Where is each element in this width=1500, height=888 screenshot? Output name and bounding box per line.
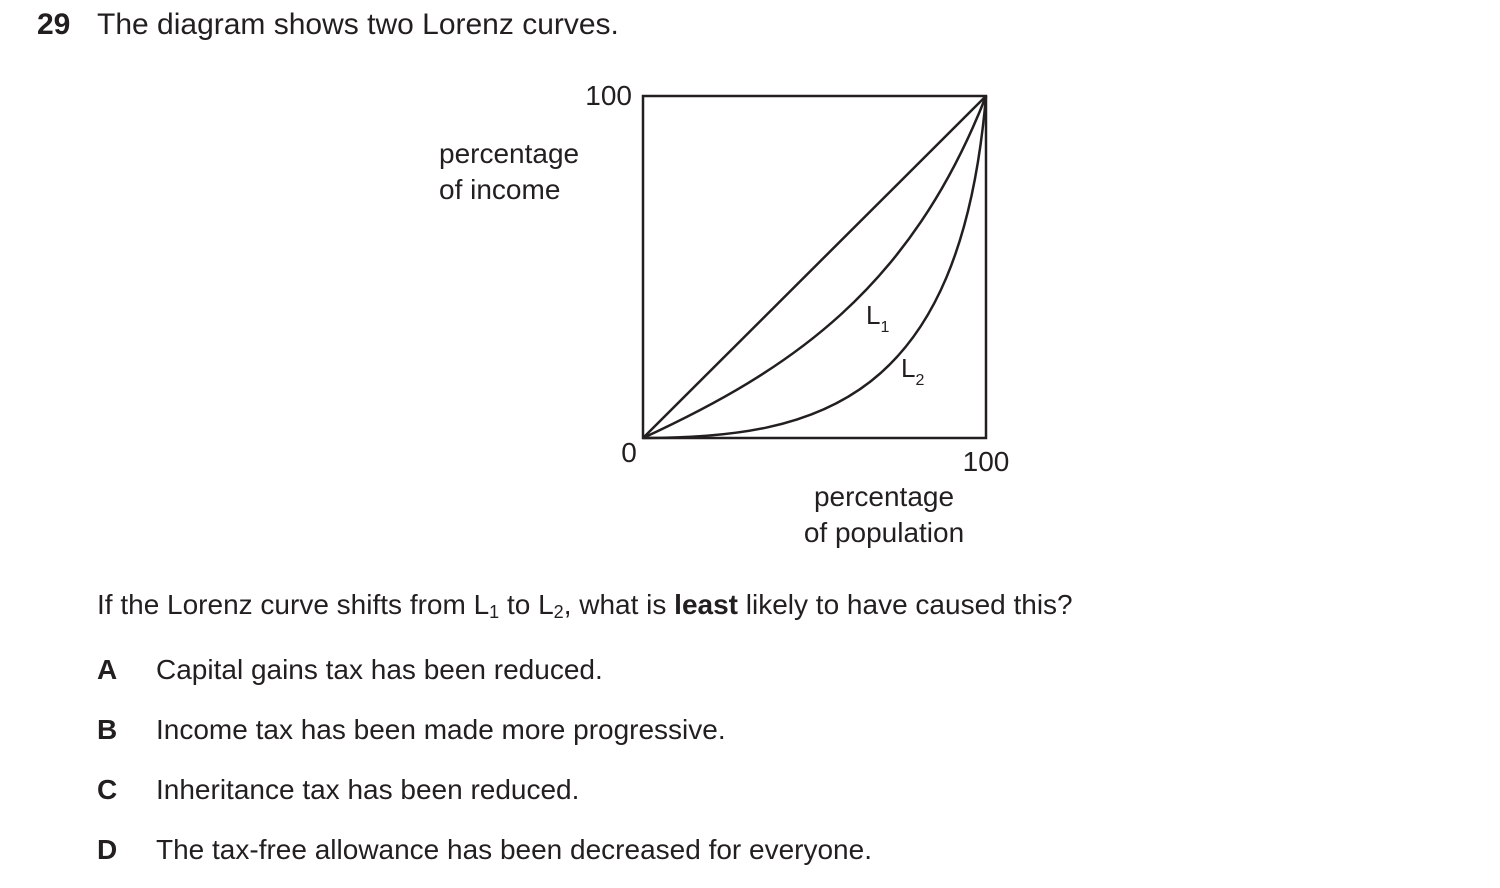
option-text: Capital gains tax has been reduced. [156,654,603,685]
origin-label: 0 [621,437,637,468]
option-letter: B [97,714,118,745]
x-axis-label-line2: of population [803,517,965,548]
line-of-equality [643,96,986,438]
option-text: Income tax has been made more progressive. [156,714,726,745]
question-number: 29 [37,8,71,41]
option-text: Inheritance tax has been reduced. [156,774,580,805]
question-intro: The diagram shows two Lorenz curves. [97,8,619,41]
option-letter: D [97,834,118,865]
question-stem: If the Lorenz curve shifts from $L_1$ to $L_2$, what is least likely to have caused this? [97,589,1073,622]
y-axis-label-line2: of income [439,174,561,205]
curve-l1-label: $L_1$ [866,300,890,336]
curve-l2-label: $L_2$ [901,353,925,389]
x-axis-label-line1: percentage [813,481,955,512]
y-axis-label-line1: percentage [439,138,580,169]
option-text: The tax-free allowance has been decreased for everyone. [156,834,872,865]
option-letter: A [97,654,118,685]
y-axis-max-label: 100 [585,80,632,111]
option-letter: C [97,774,118,805]
x-axis-max-label: 100 [962,446,1010,477]
